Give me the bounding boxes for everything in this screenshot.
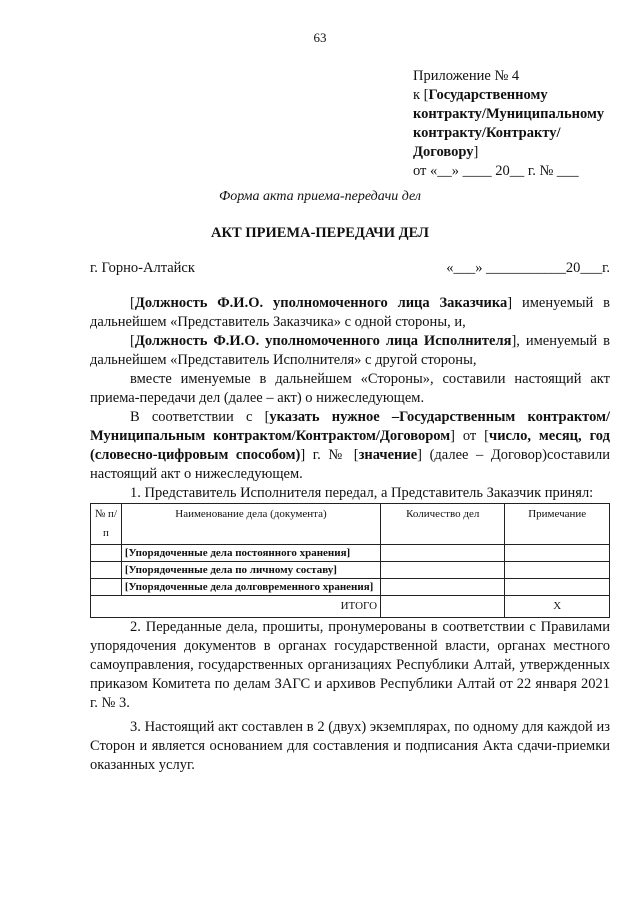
total-note: Х <box>505 596 610 618</box>
appendix-line-3 <box>413 105 623 124</box>
p4-b3: значение <box>358 447 418 463</box>
header-note: Примечание <box>505 504 610 545</box>
deeds-table <box>90 503 610 618</box>
appendix-line-1: Приложение № 4 <box>413 68 520 84</box>
item-2: 2. Переданные дела, прошиты, пронумерованы в соответствии с Правилами упорядочения документов в органах государственной власти, органах местного самоуправления, государственных организациях Республики Алтай, утвержденных приказом Комитета по делам ЗАГС и архивов Республики Алтай от 22 января 2021 г. № 3. <box>90 619 610 711</box>
place-date-row <box>90 260 610 277</box>
form-title: Форма акта приема-передачи дел <box>219 189 421 204</box>
page-number: 63 <box>313 30 327 45</box>
cell-num <box>91 562 122 579</box>
header-qty: Количество дел <box>381 504 505 545</box>
appendix-line-6: от «__» ____ 20__ г. № ___ <box>413 163 579 179</box>
cell-num <box>91 545 122 562</box>
paragraph-contractor <box>90 332 610 370</box>
table-row <box>91 579 610 596</box>
p4-t2: ] от [ <box>450 428 490 444</box>
appendix-line-4-bold: контракту/Контракту/ <box>413 125 561 141</box>
paragraph-parties: вместе именуемые в дальнейшем «Стороны», составили настоящий акт приема-передачи дел (далее – акт) о нижеследующем. <box>90 371 610 406</box>
header-name: Наименование дела (документа) <box>121 504 380 545</box>
cell-qty <box>381 562 505 579</box>
appendix-line-2-prefix: к [ <box>413 87 429 103</box>
table-header-row <box>91 504 610 545</box>
item-1: 1. Представитель Исполнителя передал, а Представитель Заказчик принял: <box>130 485 594 501</box>
appendix-line-3-bold: контракту/Муниципальному <box>413 106 605 122</box>
p4-b2: число, месяц, год (словесно-цифровым способом) <box>90 428 610 463</box>
table-row <box>91 562 610 579</box>
cell-note <box>505 579 610 596</box>
header-num: № п/п <box>91 504 122 545</box>
appendix-header <box>413 67 623 181</box>
total-label: ИТОГО <box>91 596 381 618</box>
paragraph-customer <box>90 294 610 332</box>
cell-num <box>91 579 122 596</box>
p4-t1: В соответствии с [ <box>130 409 270 425</box>
table-row <box>91 545 610 562</box>
cell-note <box>505 562 610 579</box>
cell-name: [Упорядоченные дела по личному составу] <box>121 562 380 579</box>
p2-open: [ <box>130 333 135 349</box>
appendix-line-5 <box>413 143 623 162</box>
p4-t4: ] (далее – Договор)составили настоящий акт о нижеследующем. <box>90 447 610 482</box>
p1-rest: ] именуемый в дальнейшем «Представитель Заказчика» с одной стороны, и, <box>90 295 610 330</box>
cell-qty <box>381 545 505 562</box>
p4-b1: указать нужное –Государственным контрактом/Муниципальным контрактом/Контрактом/Договором <box>90 409 610 444</box>
p2-bold: Должность Ф.И.О. уполномоченного лица Исполнителя <box>134 333 512 349</box>
p4-t3: ] г. № [ <box>300 447 359 463</box>
place: г. Горно-Алтайск <box>90 260 195 276</box>
document-body <box>90 294 610 775</box>
cell-qty <box>381 579 505 596</box>
table-total-row <box>91 596 610 618</box>
appendix-line-2-bold: Государственному <box>428 87 548 103</box>
appendix-line-5-suffix: ] <box>473 144 479 160</box>
p1-open: [ <box>130 295 135 311</box>
appendix-line-5-bold: Договору <box>413 144 474 160</box>
item-3: 3. Настоящий акт составлен в 2 (двух) экземплярах, по одному для каждой из Сторон и является основанием для составления и подписания Акта сдачи-приемки оказанных услуг. <box>90 719 610 773</box>
date-blank: «___» ___________20___г. <box>446 260 610 276</box>
document-title: АКТ ПРИЕМА-ПЕРЕДАЧИ ДЕЛ <box>211 225 429 241</box>
appendix-line-4 <box>413 124 623 143</box>
p1-bold: Должность Ф.И.О. уполномоченного лица Заказчика <box>134 295 508 311</box>
total-qty <box>381 596 505 618</box>
appendix-line-2 <box>413 86 623 105</box>
cell-name: [Упорядоченные дела долговременного хранения] <box>121 579 380 596</box>
p2-rest: ], именуемый в дальнейшем «Представитель Исполнителя» с другой стороны, <box>90 333 610 368</box>
paragraph-contract-basis <box>90 408 610 484</box>
cell-name: [Упорядоченные дела постоянного хранения] <box>121 545 380 562</box>
cell-note <box>505 545 610 562</box>
